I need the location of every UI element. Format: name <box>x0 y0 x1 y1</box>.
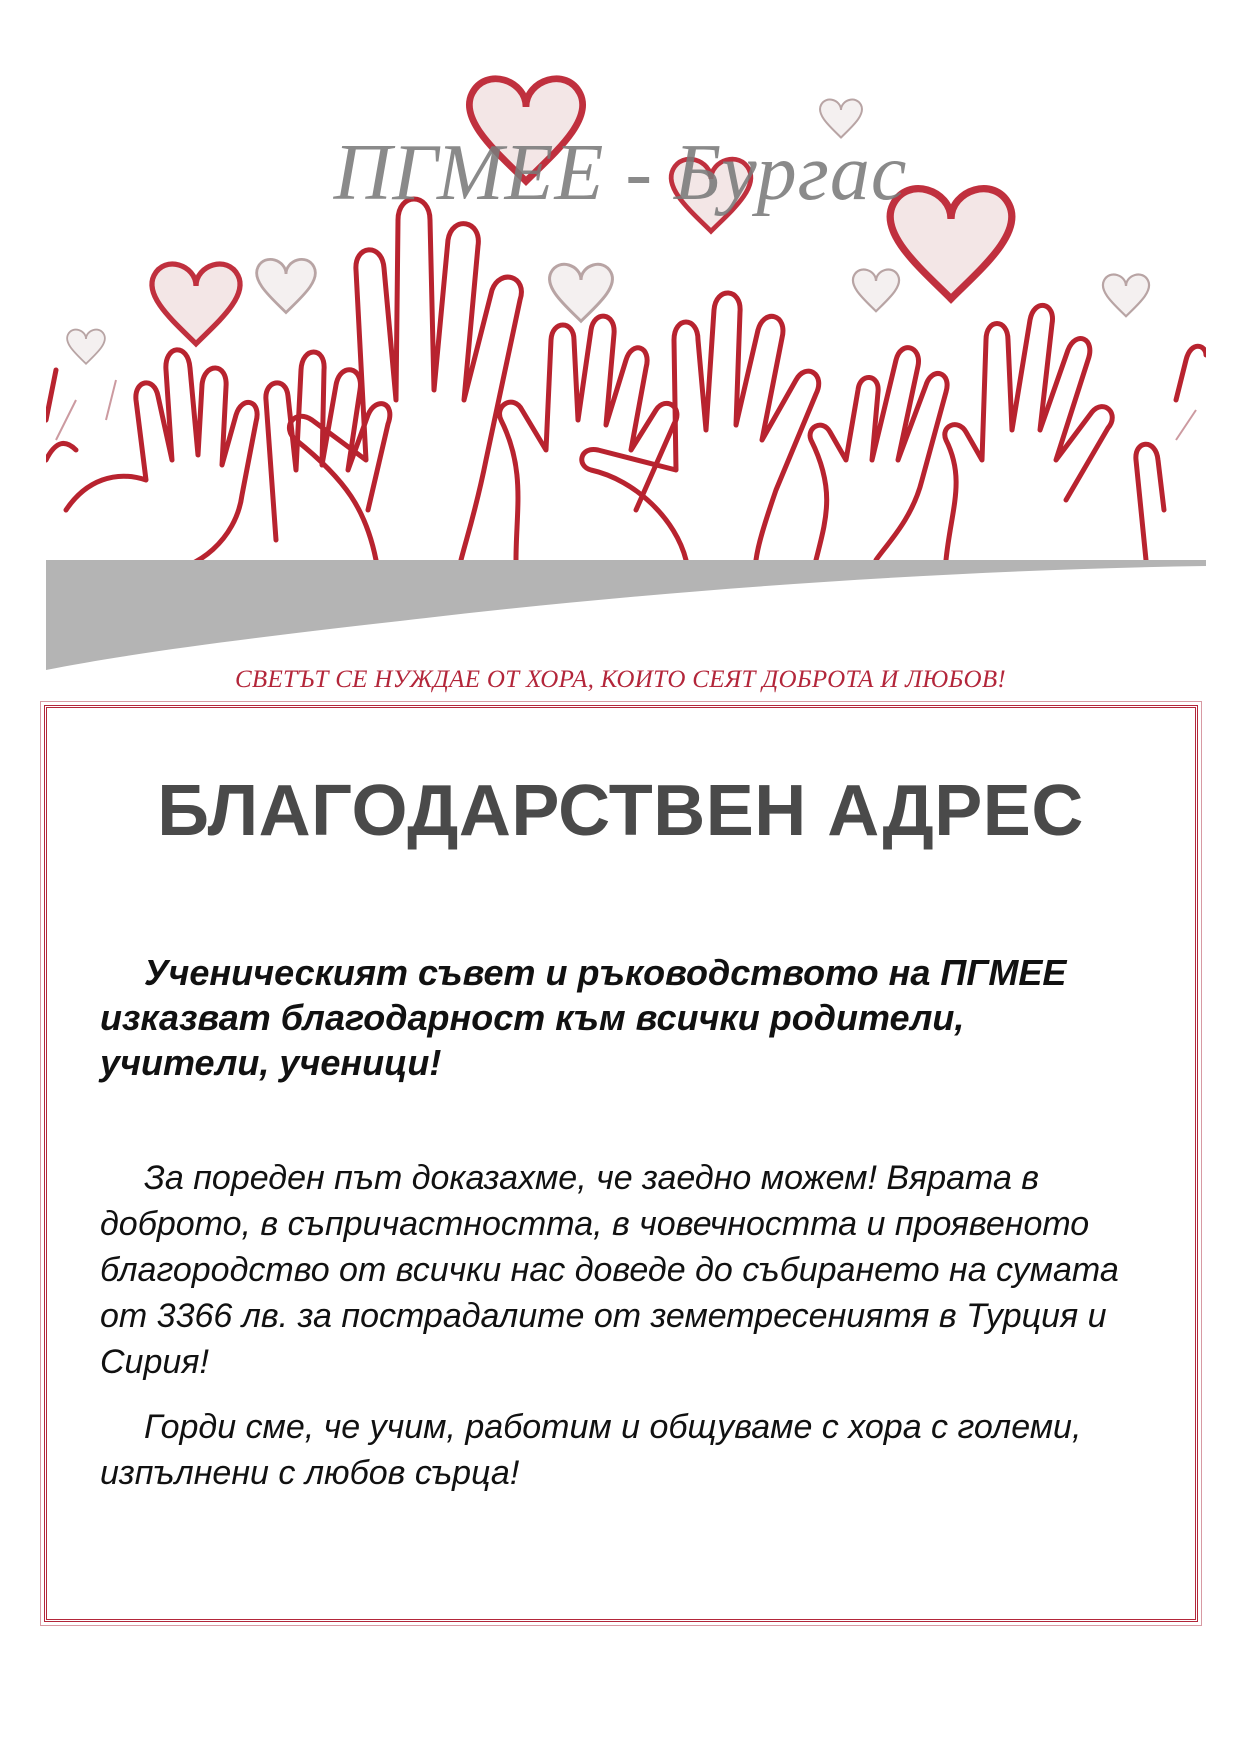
school-name-watermark: ПГМЕЕ - Бургас <box>333 129 908 217</box>
hands-hearts-illustration <box>46 40 1206 570</box>
intro-paragraph: Ученическият съвет и ръководството на ПГМЕЕ изказват благодарност към всички родители, учители, ученици! <box>100 952 1067 1083</box>
banner-swoosh <box>46 560 1206 670</box>
letter-title: БЛАГОДАРСТВЕН АДРЕС <box>157 771 1084 851</box>
motto: СВЕТЪТ СЕ НУЖДАЕ ОТ ХОРА, КОИТО СЕЯТ ДОБРОТА И ЛЮБОВ! <box>234 666 1007 693</box>
body-paragraph-1: За пореден път доказахме, че заедно можем! Вярата в доброто, в съпричастността, в човечността и проявеното благородство от всички нас доведе до събирането на сумата от 3366 лв. за пострадалите от земетресениятя в Турция и Сирия! <box>100 1159 1119 1381</box>
body-paragraph-2: Горди сме, че учим, работим и общуваме с хора с големи, изпълнени с любов сърца! <box>100 1408 1082 1492</box>
